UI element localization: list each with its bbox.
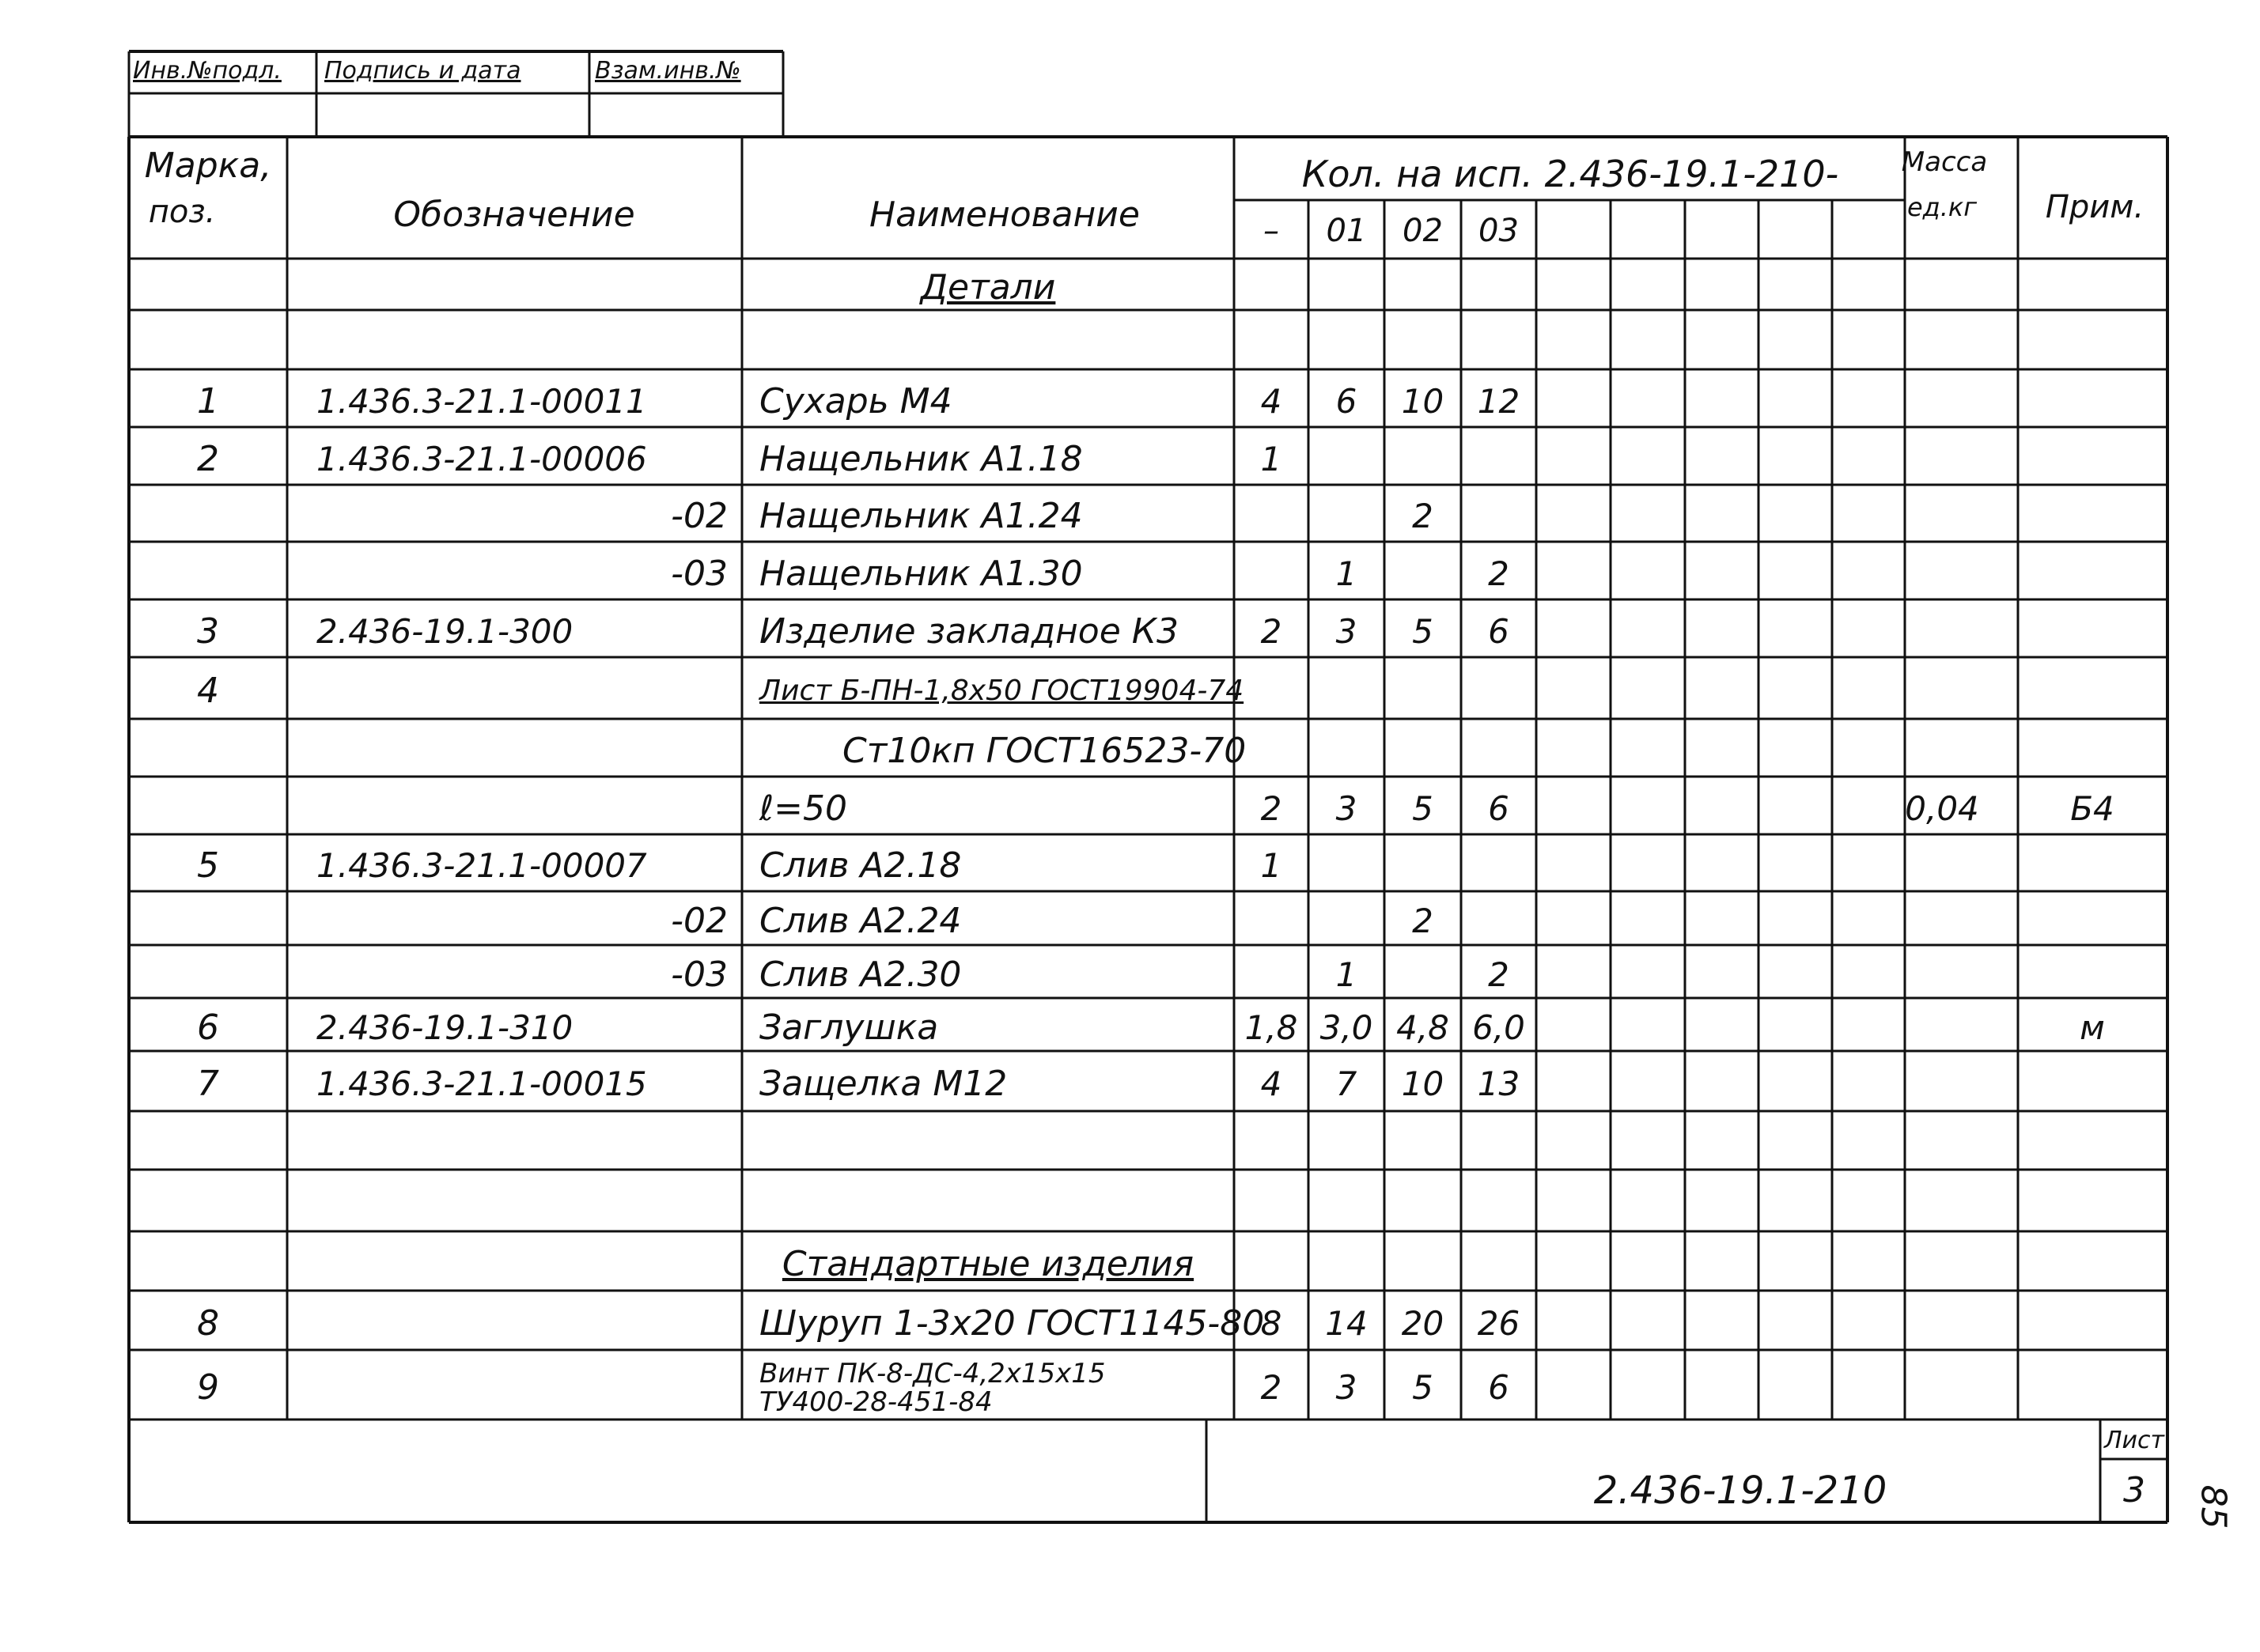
row-pos: 7 [197, 1064, 219, 1104]
row-qty-v2: 10 [1401, 381, 1444, 421]
row-designation: 1.436.3-21.1-00015 [316, 1064, 647, 1103]
row-name-line2: ТУ400-28-451-84 [759, 1386, 993, 1418]
row-designation: 1.436.3-21.1-00006 [316, 439, 647, 478]
row-qty-v0: 4 [1260, 1064, 1282, 1103]
row-qty-v2: 5 [1412, 1368, 1433, 1407]
row-name: Ст10кп ГОСТ16523-70 [842, 730, 1247, 771]
row-qty-v1: 1 [1335, 955, 1357, 994]
header-note: Прим. [2045, 189, 2145, 225]
row-qty-v2: 10 [1401, 1064, 1444, 1103]
row-name: Нащельник А1.18 [759, 438, 1083, 479]
row-qty-v1: 3 [1335, 1368, 1357, 1407]
header-mass-unit: ед.кг [1906, 192, 1978, 222]
row-pos: 4 [197, 671, 219, 711]
header-qty-per-version: Кол. на исп. 2.436-19.1-210- [1301, 153, 1839, 195]
stamp-inv-no: Инв.№подл. [133, 57, 282, 85]
row-name: Слив А2.30 [759, 954, 962, 995]
row-qty-v0: 2 [1260, 1368, 1282, 1407]
row-qty-v3: 6 [1488, 788, 1509, 828]
row-qty-v3: 6 [1488, 1368, 1509, 1407]
row-qty-v0: 4 [1260, 381, 1282, 421]
row-qty-v2: 4,8 [1396, 1007, 1449, 1047]
row-name: Защелка М12 [759, 1064, 1008, 1104]
row-designation: -03 [671, 553, 728, 594]
row-name: Заглушка [759, 1007, 939, 1048]
header-version-1: 01 [1326, 213, 1367, 249]
header-version-2: 02 [1403, 213, 1443, 249]
row-designation: -02 [671, 901, 728, 941]
row-designation: 2.436-19.1-300 [316, 611, 574, 651]
row-qty-v2: 20 [1401, 1303, 1444, 1343]
row-qty-v0: 2 [1260, 611, 1282, 651]
row-pos: 1 [197, 380, 219, 422]
row-mass: 0,04 [1905, 788, 1979, 828]
row-qty-v0: 1,8 [1244, 1007, 1298, 1047]
header-name: Наименование [869, 195, 1140, 235]
row-qty-v1: 1 [1335, 554, 1357, 593]
row-qty-v1: 7 [1335, 1064, 1357, 1103]
row-note: Б4 [2070, 788, 2114, 828]
row-pos: 8 [197, 1302, 219, 1344]
row-qty-v0: 8 [1260, 1303, 1282, 1343]
header-mark: Марка, [144, 146, 272, 186]
row-pos: 6 [197, 1007, 219, 1048]
row-qty-v3: 6 [1488, 611, 1509, 651]
header-designation: Обозначение [393, 195, 635, 235]
row-qty-v1: 6 [1335, 381, 1357, 421]
row-designation: 1.436.3-21.1-00007 [316, 846, 647, 885]
section-heading: Стандартные изделия [782, 1243, 1194, 1284]
row-name: Слив А2.24 [759, 901, 962, 941]
row-name: Шуруп 1-3х20 ГОСТ1145-80 [759, 1302, 1265, 1344]
row-qty-v1: 3 [1335, 788, 1357, 828]
sheet-label: Лист [2103, 1427, 2165, 1454]
header-version-0: – [1263, 213, 1279, 249]
doc-number: 2.436-19.1-210 [1593, 1469, 1887, 1513]
header-pos: поз. [148, 194, 216, 230]
header-mass: Масса [1901, 146, 1988, 178]
row-qty-v3: 12 [1477, 381, 1520, 421]
row-qty-v1: 3,0 [1319, 1007, 1373, 1047]
row-name: Сухарь М4 [759, 380, 952, 422]
row-qty-v0: 1 [1260, 439, 1282, 478]
row-qty-v3: 13 [1477, 1064, 1520, 1103]
row-designation: -03 [671, 954, 728, 995]
row-qty-v0: 2 [1260, 788, 1282, 828]
sheet-number: 3 [2123, 1470, 2145, 1510]
section-heading: Детали [920, 267, 1056, 308]
row-note: м [2080, 1007, 2105, 1047]
row-designation: -02 [671, 496, 728, 536]
row-qty-v2: 2 [1412, 497, 1433, 535]
row-pos: 5 [197, 845, 219, 886]
row-qty-v1: 3 [1335, 611, 1357, 651]
stamp-replace-inv-no: Взам.инв.№ [595, 57, 741, 85]
row-designation: 1.436.3-21.1-00011 [316, 381, 647, 421]
row-name: Изделие закладное К3 [759, 611, 1179, 652]
row-name: Нащельник А1.24 [759, 496, 1083, 536]
row-name: Лист Б-ПН-1,8х50 ГОСТ19904-74 [759, 675, 1244, 707]
row-pos: 9 [197, 1367, 219, 1408]
row-qty-v2: 5 [1412, 611, 1433, 651]
row-qty-v2: 2 [1412, 902, 1433, 940]
row-qty-v3: 2 [1488, 955, 1509, 994]
row-name: Слив А2.18 [759, 845, 962, 886]
stamp-signature-date: Подпись и дата [324, 57, 521, 85]
row-name: Нащельник А1.30 [759, 553, 1083, 594]
header-version-3: 03 [1478, 213, 1519, 249]
row-qty-v2: 5 [1412, 788, 1433, 828]
row-qty-v3: 6,0 [1472, 1007, 1525, 1047]
row-pos: 3 [197, 611, 219, 652]
row-designation: 2.436-19.1-310 [316, 1007, 574, 1047]
row-qty-v0: 1 [1260, 846, 1282, 885]
row-qty-v3: 26 [1477, 1303, 1520, 1343]
margin-page-number: 85 [2193, 1484, 2234, 1529]
row-pos: 2 [197, 438, 219, 479]
row-qty-v3: 2 [1488, 554, 1509, 593]
row-qty-v1: 14 [1325, 1303, 1368, 1343]
row-name: ℓ=50 [759, 788, 848, 829]
row-name: Винт ПК-8-ДС-4,2х15х15 [759, 1358, 1106, 1389]
